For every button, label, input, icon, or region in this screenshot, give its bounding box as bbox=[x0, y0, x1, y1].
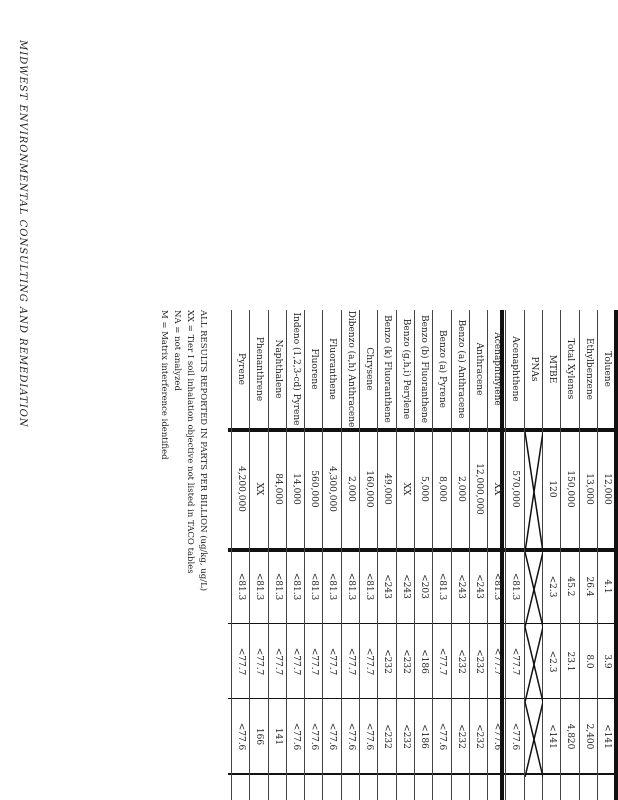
table-row bbox=[305, 310, 323, 800]
table-row bbox=[342, 310, 360, 800]
result-value: <81.3 bbox=[345, 572, 356, 601]
table-row bbox=[287, 310, 305, 800]
result-value: 12,000 bbox=[602, 473, 612, 505]
analyte-name: Total Xylenes bbox=[565, 338, 576, 400]
result-value: <77.6 bbox=[510, 722, 521, 751]
result-value: <141 bbox=[547, 724, 558, 749]
analyte-name: Ethylbenzene bbox=[583, 337, 594, 401]
result-value: <186 bbox=[419, 649, 429, 674]
table-row bbox=[580, 310, 598, 800]
result-value: 160,000 bbox=[364, 470, 375, 508]
footnote: ALL RESULTS REPORTED IN PARTS PER BILLION (ug/kg, ug/L) bbox=[198, 310, 208, 592]
analyte-name: Naphthalene bbox=[272, 339, 283, 399]
result-value: 8,000 bbox=[437, 476, 448, 502]
table-row bbox=[488, 310, 506, 800]
result-value: <77.6 bbox=[437, 722, 448, 751]
result-value: <81.3 bbox=[364, 572, 375, 601]
analyte-name: Dibenzo (a,h) Anthracene bbox=[345, 310, 356, 428]
result-value: 166 bbox=[254, 727, 265, 746]
result-value: <81.3 bbox=[290, 572, 301, 601]
table-row bbox=[415, 310, 433, 800]
result-value: <77.7 bbox=[510, 647, 521, 676]
result-value: 5,000 bbox=[419, 476, 429, 502]
result-value: <77.7 bbox=[437, 647, 448, 676]
analyte-name: Benzo (a) Pyrene bbox=[437, 330, 448, 408]
result-value: 14,000 bbox=[290, 473, 301, 505]
analyte-name: Chrysene bbox=[364, 347, 375, 391]
result-value: 2,400 bbox=[583, 723, 594, 750]
result-value: <77.7 bbox=[309, 647, 320, 676]
result-value: 8.0 bbox=[583, 654, 594, 669]
result-value: 560,000 bbox=[309, 470, 320, 508]
footnote: XX = Tier I soil inhalation objective not listed in TACO tables bbox=[185, 310, 195, 574]
analyte-name: Benzo (b) Fluoranthene bbox=[419, 314, 429, 424]
table-row bbox=[232, 310, 250, 800]
result-value: <77.6 bbox=[492, 722, 503, 751]
result-value: <232 bbox=[382, 649, 393, 674]
table-row bbox=[250, 310, 268, 800]
result-value: <232 bbox=[473, 724, 484, 749]
result-value: <81.3 bbox=[254, 572, 265, 601]
result-value: 23.1 bbox=[565, 651, 576, 672]
result-value: <81.3 bbox=[510, 572, 521, 601]
result-value: <232 bbox=[400, 649, 411, 674]
result-value: 120 bbox=[547, 480, 558, 498]
result-value: <81.3 bbox=[437, 572, 448, 601]
result-value: <77.7 bbox=[492, 647, 503, 676]
result-value: 4.1 bbox=[602, 579, 612, 594]
result-value: 13,000 bbox=[583, 473, 594, 505]
result-value: <232 bbox=[400, 724, 411, 749]
result-value: 4,300,000 bbox=[327, 466, 338, 512]
result-value: <77.7 bbox=[364, 647, 375, 676]
result-value: <81.3 bbox=[236, 572, 246, 601]
result-value: 26.4 bbox=[583, 576, 594, 597]
row-divider bbox=[231, 310, 232, 800]
result-value: <77.6 bbox=[345, 722, 356, 751]
result-value: 150,000 bbox=[565, 470, 576, 508]
analyte-name: Anthracene bbox=[473, 342, 484, 396]
analyte-name: Indeno (1,2,3-cd) Pyrene bbox=[290, 312, 301, 426]
result-value: <77.7 bbox=[254, 647, 265, 676]
result-value: <77.7 bbox=[327, 647, 338, 676]
result-value: <141 bbox=[602, 724, 612, 749]
result-value: <2.3 bbox=[547, 650, 558, 673]
result-value: <2.3 bbox=[547, 575, 558, 598]
result-value: 3.9 bbox=[602, 654, 612, 669]
result-value: <243 bbox=[455, 574, 466, 599]
table-row bbox=[470, 310, 488, 800]
result-value: 84,000 bbox=[272, 473, 283, 505]
company-footer: MIDWEST ENVIRONMENTAL CONSULTING AND REMEDIATION bbox=[17, 40, 28, 428]
analyte-name: Pyrene bbox=[236, 353, 246, 385]
table-row bbox=[507, 310, 525, 800]
result-value: <77.6 bbox=[236, 722, 246, 751]
analyte-name: Fluoranthene bbox=[327, 338, 338, 400]
result-value: <81.3 bbox=[492, 572, 503, 601]
result-value: <77.7 bbox=[236, 647, 246, 676]
result-value: <77.6 bbox=[364, 722, 375, 751]
result-value: <77.6 bbox=[309, 722, 320, 751]
table-row bbox=[433, 310, 451, 800]
result-value: <243 bbox=[473, 574, 484, 599]
result-value: <186 bbox=[419, 724, 429, 749]
table-row bbox=[269, 310, 287, 800]
footnote: NA = not analyzed bbox=[172, 310, 182, 391]
result-value: 4,820 bbox=[565, 723, 576, 750]
result-value: 141 bbox=[272, 727, 283, 746]
table-row bbox=[452, 310, 470, 800]
result-value: <77.7 bbox=[272, 647, 283, 676]
analyte-name: Toluene bbox=[602, 351, 612, 387]
result-value: <77.6 bbox=[290, 722, 301, 751]
table-row bbox=[543, 310, 561, 800]
result-value: <232 bbox=[382, 724, 393, 749]
table-row bbox=[561, 310, 579, 800]
analyte-name: MTBE bbox=[547, 354, 558, 384]
analyte-name: Fluorene bbox=[309, 348, 320, 390]
analyte-name: Acenaphthylene bbox=[492, 332, 503, 406]
footnote: M = Matrix interference identified bbox=[159, 310, 169, 460]
result-value: XX bbox=[254, 482, 265, 496]
table-row bbox=[525, 310, 543, 800]
analyte-name: Benzo (k) Fluoranthene bbox=[382, 315, 393, 423]
result-value: <81.3 bbox=[327, 572, 338, 601]
result-value: <77.7 bbox=[345, 647, 356, 676]
result-value: <243 bbox=[400, 574, 411, 599]
analyte-name: Phenanthrene bbox=[254, 336, 265, 402]
result-value: XX bbox=[492, 482, 503, 496]
analyte-name: Acenaphthene bbox=[510, 336, 521, 402]
result-value: <232 bbox=[455, 724, 466, 749]
result-value: 2,000 bbox=[455, 476, 466, 502]
result-value: 12,000,000 bbox=[473, 463, 484, 515]
result-value: <203 bbox=[419, 574, 429, 599]
table-row bbox=[598, 310, 616, 800]
table-row bbox=[360, 310, 378, 800]
result-value: <232 bbox=[473, 649, 484, 674]
result-value: <77.7 bbox=[290, 647, 301, 676]
result-value: <232 bbox=[455, 649, 466, 674]
result-value: <81.3 bbox=[272, 572, 283, 601]
table-row bbox=[378, 310, 396, 800]
result-value: <81.3 bbox=[309, 572, 320, 601]
analyte-name: Benzo (a) Anthracene bbox=[455, 319, 466, 419]
analytical-results-table bbox=[228, 310, 618, 800]
table-row bbox=[324, 310, 342, 800]
result-value: 49,000 bbox=[382, 473, 393, 505]
result-value: 4,200,000 bbox=[236, 466, 246, 512]
result-value: <243 bbox=[382, 574, 393, 599]
analyte-name: Benzo (g,h,i) Perylene bbox=[400, 318, 411, 420]
result-value: XX bbox=[400, 482, 411, 496]
result-value: 2,000 bbox=[345, 476, 356, 502]
result-value: 570,000 bbox=[510, 470, 521, 508]
result-value: 45.2 bbox=[565, 576, 576, 597]
table-row bbox=[397, 310, 415, 800]
analyte-name: PNAs bbox=[528, 356, 539, 382]
result-value: <77.6 bbox=[327, 722, 338, 751]
